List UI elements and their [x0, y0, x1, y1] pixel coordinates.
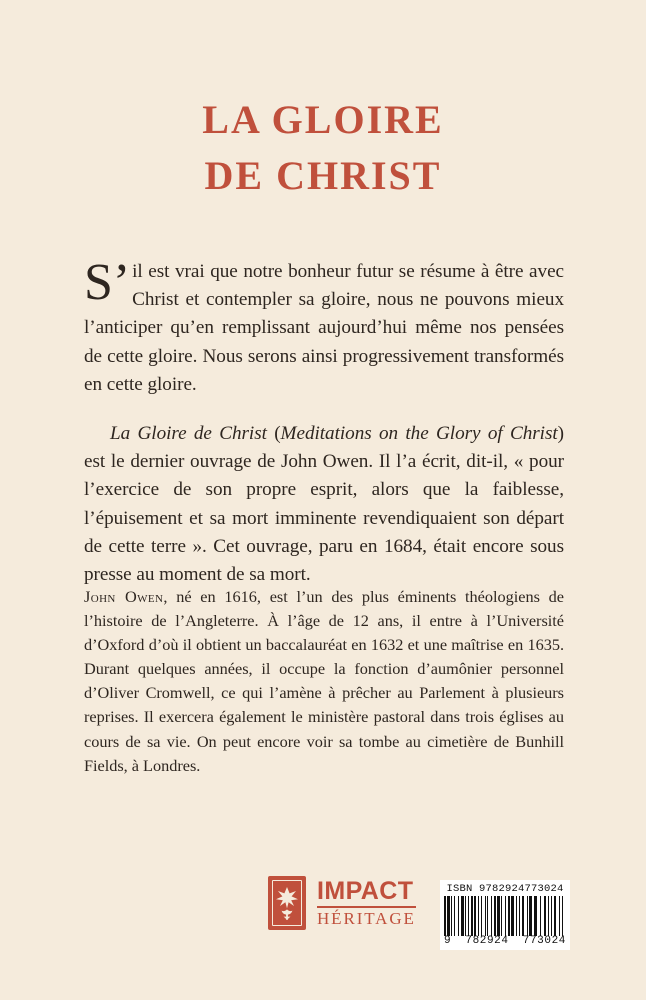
isbn-text — [446, 883, 563, 895]
floral-ornament-icon — [268, 876, 306, 930]
barcode-space — [563, 896, 566, 936]
back-cover-text — [84, 254, 564, 775]
paren-open: ( — [266, 423, 281, 445]
blurb-paragraph-2-rest: ) est le dernier ouvrage de John Owen. Il l’a écrit, dit-il, « pour l’exercice de son propre esprit, alors que la faiblesse, l’épuisement et sa mort imminente revendiquaient son départ de cette terre ». Cet ouvrage, paru en 1684, était encore sous presse au moment de sa mort. — [84, 423, 564, 586]
ornament-glyph — [274, 883, 300, 923]
barcode-bars — [444, 896, 566, 936]
publisher-name: IMPACT — [317, 876, 414, 905]
wordmark-divider — [317, 906, 416, 908]
author-biography-text: , né en 1616, est l’un des plus éminents théologiens de l’histoire de l’Angleterre. À l’âge de 12 ans, il entre à l’Université d’Oxford d’où il obtient un baccalauréat en 1632 et une maîtrise en 1635. Durant quelques années, il occupe la fonction d’aumônier personnel d’Oliver Cromwell, ce qui l’amène à prêcher au Parlement à plusieurs reprises. Il exercera également le ministère pastoral dans trois églises au cours de sa vie. On peut encore voir sa tombe au cimetière de Bunhill Fields, à Londres. — [84, 587, 564, 775]
barcode-digit-group-2: 773024 — [522, 935, 566, 947]
blurb-paragraph-2 — [84, 420, 564, 589]
author-biography — [84, 585, 564, 778]
french-title-italic: La Gloire de Christ — [110, 423, 267, 445]
publisher-wordmark — [317, 878, 416, 929]
book-title — [0, 92, 646, 204]
publisher-imprint: HÉRITAGE — [317, 909, 416, 929]
barcode-digits — [444, 935, 566, 948]
blurb-paragraph-1: S’il est vrai que notre bonheur futur se résume à être avec Christ et contempler sa gloire, nous ne pouvons mieux l’anticiper qu’en remplissant aujourd’hui même nos pensées de cette gloire. Nous serons ainsi progressivement transformés en cette gloire. — [84, 254, 564, 395]
isbn-barcode — [440, 880, 570, 950]
title-line-2: DE CHRIST — [204, 153, 442, 198]
author-name: John Owen — [84, 587, 164, 606]
publisher-logo — [268, 876, 416, 930]
barcode-digit-group-1: 782924 — [465, 935, 509, 947]
barcode-digit-prefix: 9 — [444, 935, 452, 947]
title-line-1: LA GLOIRE — [202, 97, 444, 142]
isbn-number: 9782924773024 — [479, 883, 564, 895]
english-title-italic: Meditations on the Glory of Christ — [280, 423, 558, 445]
isbn-label: ISBN — [446, 883, 473, 895]
